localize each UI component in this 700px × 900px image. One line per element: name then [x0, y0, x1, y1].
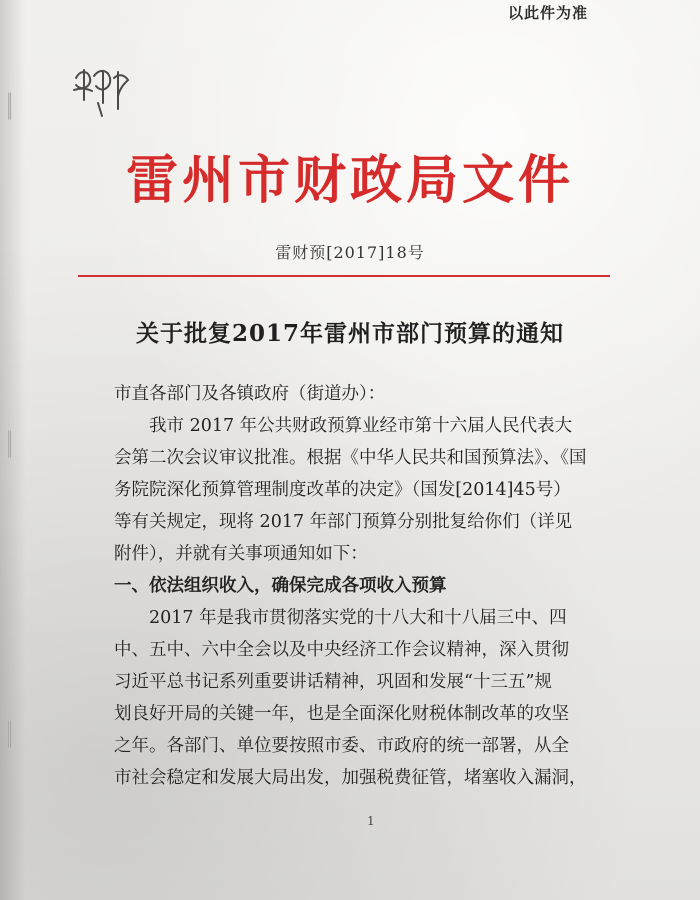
staple-mark: [8, 430, 11, 458]
salutation-line: 市直各部门及各镇政府（街道办）：: [114, 384, 386, 404]
binding-shadow: [0, 0, 26, 900]
staple-mark: [8, 92, 11, 120]
document-number: 雷财预[2017]18号: [275, 243, 425, 262]
paragraph-line: 之年。各部门、单位要按照市委、市政府的统一部署，从全: [114, 736, 569, 756]
paragraph-line: 等有关规定，现将 2017 年部门预算分别批复给你们（详见: [114, 512, 573, 532]
section-heading: 一、依法组织收入，确保完成各项收入预算: [114, 576, 447, 596]
staple-mark: [8, 720, 11, 748]
document-body: [114, 378, 614, 794]
paragraph-line: 务院院深化预算管理制度改革的决定》（国发[2014]45号）: [114, 480, 571, 500]
notice-title: 关于批复2017年雷州市部门预算的通知: [135, 320, 564, 347]
header-divider: [78, 275, 610, 277]
paragraph-line: 2017 年是我市贯彻落实党的十八大和十八届三中、四: [149, 608, 567, 628]
document-header-title: 雷州市财政局文件: [125, 150, 574, 211]
paragraph-line: 附件），并就有关事项通知如下：: [114, 544, 368, 564]
paragraph-line: 习近平总书记系列重要讲话精神，巩固和发展“十三五”规: [114, 672, 552, 692]
page-number: 1: [367, 814, 375, 828]
paragraph-line: 划良好开局的关键一年，也是全面深化财税体制改革的攻坚: [114, 704, 569, 724]
paragraph-line: 会第二次会议审议批准。根据《中华人民共和国预算法》、《国: [114, 448, 587, 468]
paragraph-line: 中、五中、六中全会以及中央经济工作会议精神，深入贯彻: [114, 640, 569, 660]
top-stamp-label: 以此件为准: [507, 4, 588, 22]
paragraph-line: 我市 2017 年公共财政预算业经市第十六届人民代表大: [149, 416, 573, 436]
paragraph-line: 市社会稳定和发展大局出发，加强税费征管，堵塞收入漏洞，: [114, 768, 587, 788]
handwritten-signature: [68, 60, 136, 118]
